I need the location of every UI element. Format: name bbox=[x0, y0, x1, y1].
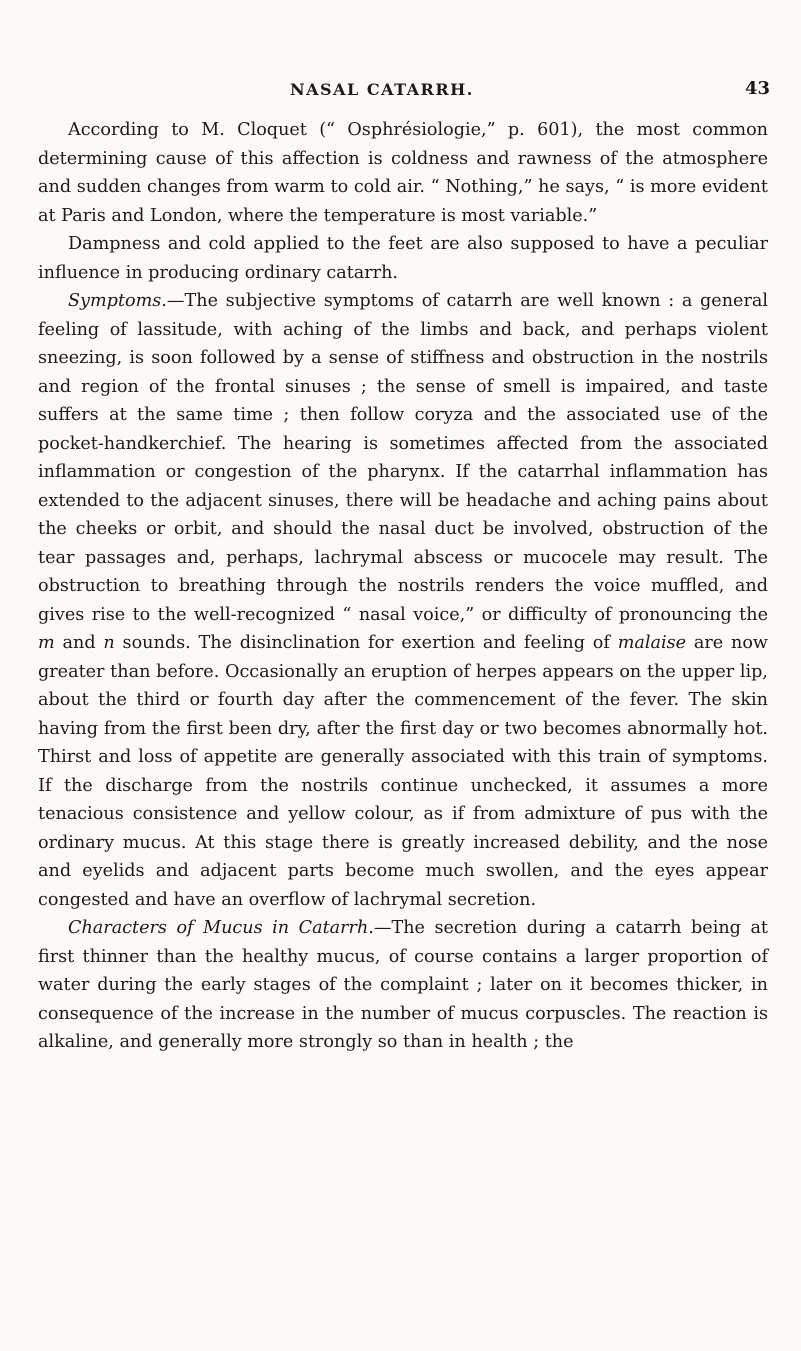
paragraph-symptoms bbox=[38, 287, 768, 914]
section-heading-mucus: Characters of Mucus in Catarrh. bbox=[68, 918, 374, 938]
italic-letter-m: m bbox=[38, 633, 55, 653]
paragraph-text: and bbox=[54, 633, 104, 653]
paragraph-text: According to M. Cloquet (“ Osphrésiologie,” p. 601), the most common determining cause of this affection is coldness and rawness of the atmosphere and sudden changes from warm to cold air. “ Nothing,” he says, “ is more evident at Paris and London, where the temperature is most variable.” bbox=[38, 120, 768, 226]
running-header bbox=[0, 78, 801, 108]
paragraph-text: —The secretion during a catarrh being at first thinner than the healthy mucus, of course contains a larger proportion of water during the early stages of the complaint ; later on it becomes thicker, in consequence of the increase in the number of mucus corpuscles. The reaction is alkaline, and generally more strongly so than in health ; the bbox=[38, 918, 768, 1052]
paragraph-text: Dampness and cold applied to the feet are also supposed to have a peculiar influence in producing ordinary catarrh. bbox=[38, 234, 768, 283]
body-text bbox=[38, 116, 768, 1057]
paragraph-text: —The subjective symptoms of catarrh are well known : a general feeling of lassitude, with aching of the limbs and back, and perhaps violent sneezing, is soon followed by a sense of stiffness and obstruction in the nostrils and region of the frontal sinuses ; the sense of smell is impaired, and taste suffers at the same time ; then follow coryza and the associated use of the pocket-handkerchief. The hearing is sometimes affected from the associated inflammation or congestion of the pharynx. If the catarrhal inflammation has extended to the adjacent sinuses, there will be headache and aching pains about the cheeks or orbit, and should the nasal duct be involved, obstruction of the tear passages and, perhaps, lachrymal abscess or mucocele may result. The obstruction to breathing through the nostrils renders the voice muffled, and gives rise to the well-recognized “ nasal voice,” or difficulty of pronouncing the bbox=[38, 291, 768, 625]
paragraph-dampness bbox=[38, 230, 768, 287]
paragraph-cloquet bbox=[38, 116, 768, 230]
running-title: NASAL CATARRH. bbox=[290, 80, 474, 99]
italic-letter-n: n bbox=[103, 633, 115, 653]
paragraph-mucus-characters bbox=[38, 914, 768, 1057]
page-number: 43 bbox=[745, 78, 771, 99]
paragraph-text: sounds. The disinclination for exertion and feeling of bbox=[114, 633, 618, 653]
paragraph-text: are now greater than before. Occasionally an eruption of herpes appears on the upper lip, about the third or fourth day after the commencement of the fever. The skin having from the first been dry, after the first day or two becomes abnormally hot. Thirst and loss of appetite are generally associated with this train of symptoms. If the discharge from the nostrils continue unchecked, it assumes a more tenacious consistence and yellow colour, as if from admixture of pus with the ordinary mucus. At this stage there is greatly increased debility, and the nose and eyelids and adjacent parts become much swollen, and the eyes appear congested and have an overflow of lachrymal secretion. bbox=[38, 633, 768, 910]
section-heading-symptoms: Symptoms. bbox=[68, 291, 167, 311]
italic-term-malaise: malaise bbox=[617, 633, 687, 653]
